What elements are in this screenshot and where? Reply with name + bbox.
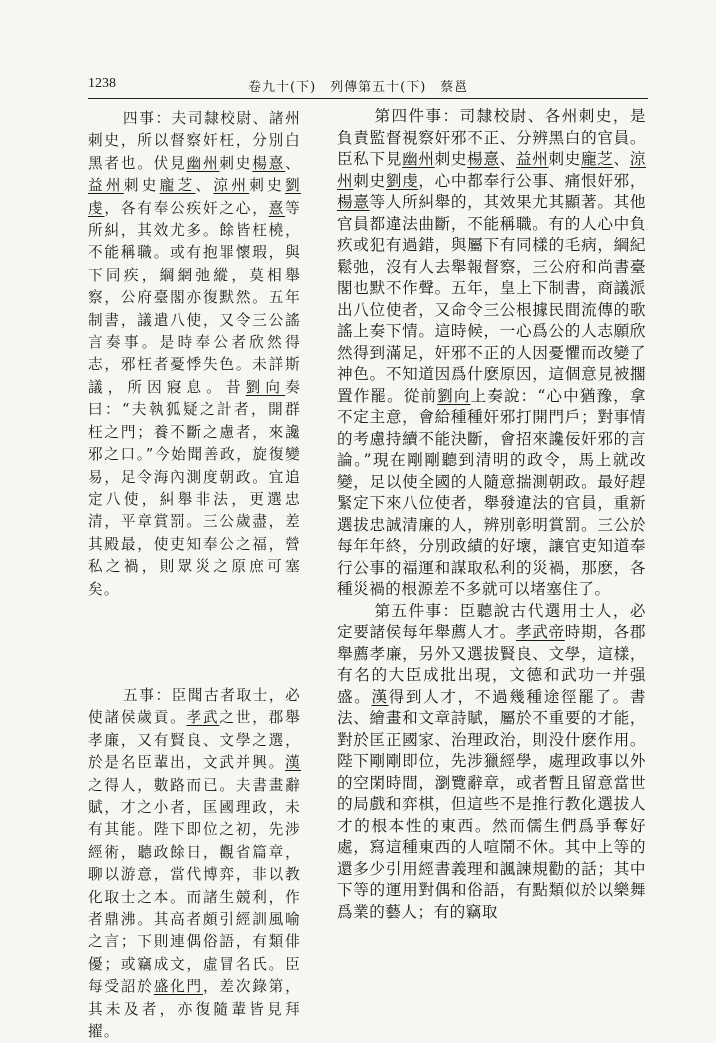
- proper-name-underlined: 盛化門: [153, 978, 203, 996]
- proper-name-underlined: 龐芝: [159, 177, 196, 195]
- modern-translation-column: [337, 106, 646, 923]
- text-run: 時期，各郡舉薦孝廉，另外又選拔賢良、文學，這樣，有名的大臣成批出現，文德和武功一并强盛。: [337, 623, 646, 706]
- text-run: 四事：夫司隸校尉、諸州刺史，所以督察奸枉，分別白黑者也。伏見: [88, 110, 301, 172]
- text-run: 、: [613, 150, 630, 168]
- proper-name-underlined: 劉向: [437, 386, 471, 405]
- proper-name-underlined: 龐芝: [580, 150, 614, 168]
- text-run: ，心中都奉行公事、痛恨奸邪，: [418, 171, 646, 190]
- text-run: 刺史: [434, 150, 468, 168]
- running-title: 卷九十(下) 列傳第五十(下) 蔡邕: [248, 80, 469, 95]
- text-run: 得到人才，不過幾種途徑罷了。書法、繪畫和文章詩賦，屬於不重要的才能，對於匡正國家、治理政治，則没什麽作用。陛下剛剛即位，先涉獵經學，處理政事以外的空閑時間，瀏覽辭章，或者暫且留意當世的局戲和弈棋，但這些不是推行教化選拔人才的根本性的東西。然而儒生們爲爭奪好處，寫這種東西的人喧鬧不休。其中上等的還多少引用經書義理和諷諫規勸的話；其中下等的運用對偶和俗語，有點類似於以樂舞爲業的藝人；有的竊取: [337, 687, 646, 921]
- text-run: 、: [285, 154, 301, 172]
- proper-name-underlined: 孝武: [186, 709, 220, 727]
- text-run: 第四件事：司隸校尉、各州刺史，是負責監督視察奸邪不正、分辨黑白的官員。臣私下見: [337, 107, 646, 168]
- proper-name-underlined: 漢: [371, 687, 389, 706]
- proper-name-underlined: 楊憙: [337, 193, 370, 211]
- text-run: 等人所糾舉的，其效果尤其顯著。其他官員都違法曲斷，不能稱職。有的人心中負疚或犯有過錯，與屬下有同樣的毛病，綱紀鬆弛，沒有人去舉報督察，三公府和尚書臺閣也默不作聲。五年，皇上下制書，商議派出八位使者，又命令三公根據民間流傳的歌謠上奏下情。這時候，一心爲公的人志願欣然得到滿足，奸邪不正的人因憂懼而改變了神色。不知道因爲什麽原因，這個意見被擱置作罷。從前: [337, 193, 646, 405]
- proper-name-underlined: 孝武帝: [515, 623, 565, 641]
- proper-name-underlined: 漢: [285, 754, 301, 772]
- header-rule: [88, 98, 648, 99]
- proper-name-underlined: 益州: [88, 177, 124, 195]
- proper-name-underlined: 劉虔: [385, 171, 419, 190]
- classical-paragraph-five: [88, 685, 301, 1043]
- proper-name-underlined: 劉虔: [88, 177, 301, 217]
- proper-name-underlined: 幽州: [402, 150, 435, 168]
- proper-name-underlined: 幽州: [186, 154, 220, 172]
- translation-paragraph-five: [337, 601, 646, 924]
- text-run: 刺史: [123, 177, 160, 195]
- text-run: 之得人，數路而已。夫書畫辭賦，才之小者，匡國理政，未有其能。陛下即位之初，先涉經術，聽政餘日，觀省篇章，聊以游意，當代博弈，非以教化取士之本。而諸生競利，作者鼎沸。其高者頗引經訓風喻之言；下則連偶俗語，有類俳優；或竊成文，虛冒名氏。臣每受詔於: [88, 776, 301, 996]
- classical-paragraph-four: [88, 108, 301, 601]
- page-header: [88, 76, 648, 98]
- text-run: ，差次錄第，其未及者，亦復隨輩皆見拜擢。: [88, 978, 301, 1041]
- translation-paragraph-four: [337, 106, 646, 601]
- text-run: 刺史: [353, 171, 386, 190]
- text-run: 刺史: [219, 154, 253, 172]
- proper-name-underlined: 涼州: [337, 150, 646, 190]
- text-run: 第五件事：臣聽說古代選用士人，必定要諸侯每年舉薦人才。: [337, 601, 646, 641]
- proper-name-underlined: 涼州: [213, 177, 250, 195]
- page-number: 1238: [88, 76, 116, 91]
- text-run: 刺史: [548, 150, 581, 168]
- proper-name-underlined: 楊憙: [252, 154, 286, 172]
- text-run: ，各有奉公疾奸之心，: [104, 199, 269, 217]
- text-run: 刺史: [249, 177, 286, 195]
- text-run: 、: [195, 177, 214, 195]
- text-run: 上奏說：“心中猶豫，拿不定主意，會給種種奸邪打開門戶；對事情的考慮持續不能決斷，會招來讒佞奸邪的言論。”現在剛剛聽到清明的政令，馬上就改變，足以使全國的人隨意揣測朝政。最好趕緊定下來八位使者，舉發違法的官員，重新選拔忠誠清廉的人，辨別彰明賞罰。三公於每年年終，分別政績的好壞，讓官吏知道奉行公事的福運和謀取私利的災禍，那麽，各種災禍的根源差不多就可以堵塞住了。: [337, 386, 646, 598]
- text-run: 五事：臣聞古者取士，必使諸侯歲貢。: [88, 686, 301, 727]
- text-run: 等所糾，其效尤多。餘皆枉橈，不能稱職。或有抱罪懷瑕，與下同疾，綱網弛縱，莫相舉察，公府臺閣亦復默然。五年制書，議遣八使，又令三公謠言奏事。是時奉公者欣然得志，邪枉者憂悸失色。未詳斯議，所因寢息。昔: [88, 199, 301, 396]
- paragraph-gap: [88, 601, 301, 685]
- proper-name-underlined: 劉向: [245, 378, 286, 396]
- text-run: 之世，郡舉孝廉，又有賢良、文學之選，於是名臣輩出，文武并興。: [88, 709, 301, 772]
- text-run: 奏曰：“夫執狐疑之計者，開群枉之門；養不斷之慮者，來讒邪之口。”今始聞善政，旋復變易，足令海內測度朝政。宜追定八使，糾舉非法，更選忠清，平章賞罰。三公歲盡，差其殿最，使吏知奉公之福，營私之禍，則眾災之原庶可塞矣。: [88, 378, 301, 598]
- classical-text-column: [88, 108, 301, 1043]
- proper-name-underlined: 益州: [515, 150, 549, 168]
- text-run: 、: [499, 150, 516, 168]
- proper-name-underlined: 楊憙: [467, 150, 500, 168]
- proper-name-underlined: 憙: [268, 199, 286, 217]
